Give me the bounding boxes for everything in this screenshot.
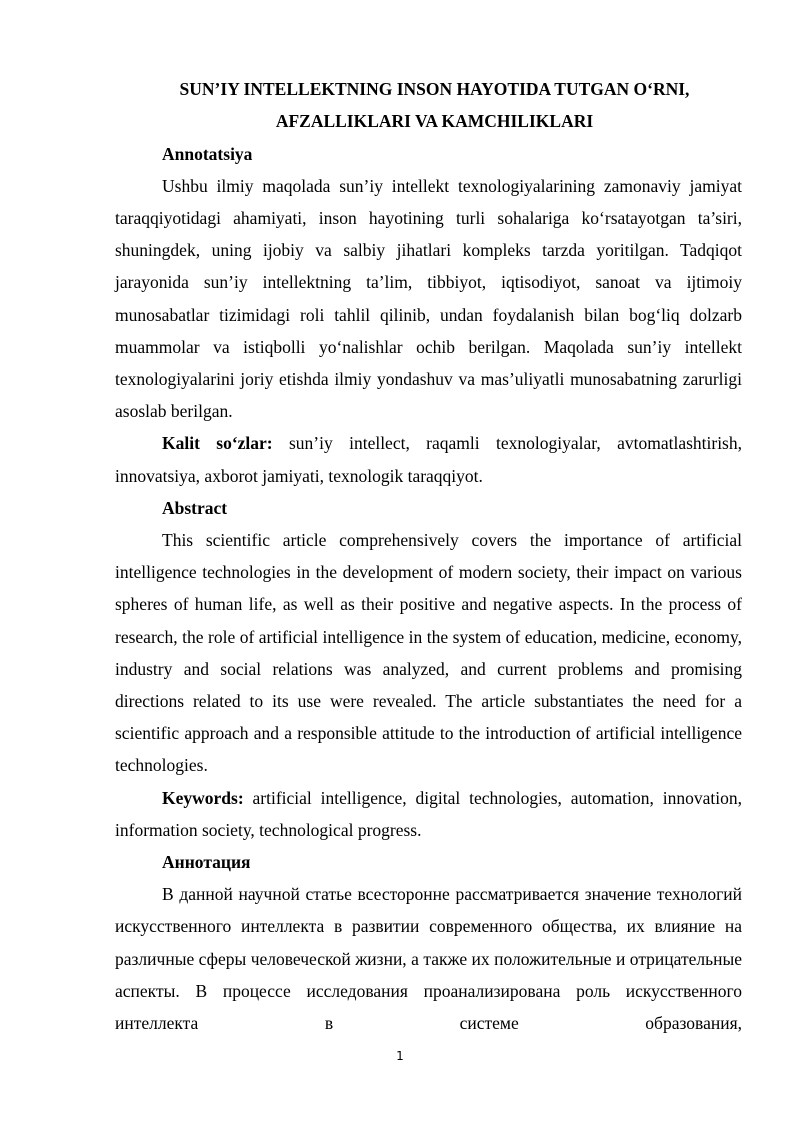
annotation-ru-heading: Аннотация [162, 852, 251, 873]
abstract-en-keywords [115, 782, 742, 846]
abstract-en-text: This scientific article comprehensively covers the importance of artificial intelligence technologies in the development of modern society, their impact on various spheres of human life, as well as their positive and negative aspects. In the process of research, the role of artificial intelligence in the system of education, medicine, economy, industry and social relations was analyzed, and current problems and promising directions related to its use were revealed. The article substantiates the need for a scientific approach and a responsible attitude to the introduction of artificial intelligence technologies. [115, 530, 742, 776]
keywords-uz-label: Kalit so‘zlar: [162, 433, 273, 454]
keywords-uz-text: sun’iy intellect, raqamli texnologiyalar, avtomatlashtirish, innovatsiya, axborot jamiyati, texnologik taraqqiyot. [115, 433, 742, 486]
page-number: 1 [396, 1049, 404, 1063]
annotation-ru-text: В данной научной статье всесторонне рассматривается значение технологий искусственного интеллекта в развитии современного общества, их влияние на различные сферы человеческой жизни, а также их положительные и отрицательные аспекты. В процессе исследования проанализирована роль искусственного интеллекта в системе образования, [115, 884, 742, 1034]
abstract-en-heading: Abstract [162, 497, 228, 518]
article-title-line-2: AFZALLIKLARI VA KAMCHILIKLARI [275, 110, 594, 131]
article-body [115, 74, 742, 1039]
article-title-line-1: SUN’IY INTELLEKTNING INSON HAYOTIDA TUTGAN O‘RNI, [179, 79, 690, 99]
keywords-en-text: artificial intelligence, digital technologies, automation, innovation, information society, technological progress. [115, 787, 742, 840]
annotation-uz-keywords [115, 427, 742, 491]
annotation-uz-text: Ushbu ilmiy maqolada sun’iy intellekt texnologiyalarining zamonaviy jamiyat taraqqiyotidagi ahamiyati, inson hayotining turli sohalariga ko‘rsatayotgan ta’siri, shuningdek, uning ijobiy va salbiy jihatlari kompleks tarzda yoritilgan. Tadqiqot jarayonida sun’iy intellektning ta’lim, tibbiyot, iqtisodiyot, sanoat va ijtimoiy munosabatlar tizimidagi roli tahlil qilinib, undan foydalanish bilan bog‘liq dolzarb muammolar va istiqbolli yo‘nalishlar ochib berilgan. Maqolada sun’iy intellekt texnologiyalarini joriy etishda ilmiy yondashuv va mas’uliyatli munosabatning zarurligi asoslab berilgan. [115, 175, 742, 422]
keywords-en-label: Keywords: [162, 787, 244, 808]
annotation-uz-heading: Annotatsiya [162, 143, 253, 164]
